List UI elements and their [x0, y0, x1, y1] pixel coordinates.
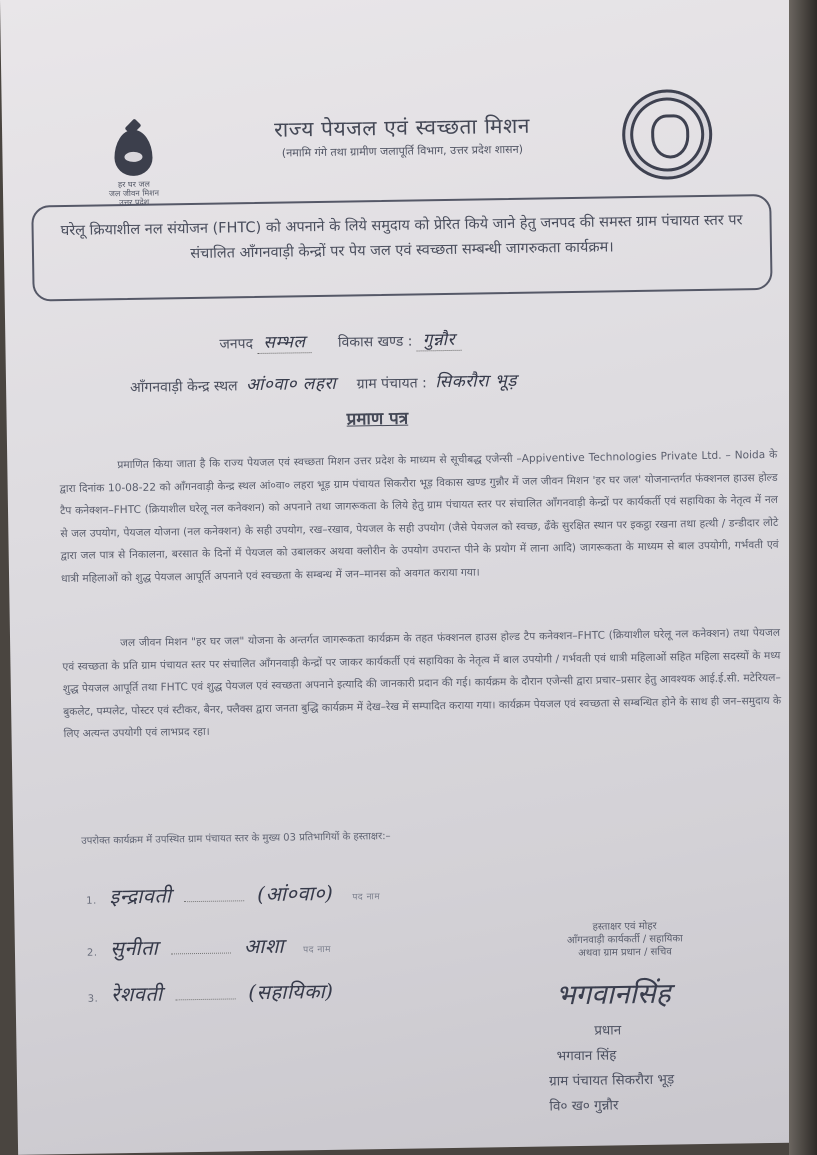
- logo-caption: हर घर जल जल जीवन मिशन उत्तर प्रदेश: [108, 179, 160, 208]
- district-label: जनपद: [219, 336, 254, 353]
- up-govt-seal-icon: [621, 89, 712, 180]
- certificate-paragraph-1: प्रमाणित किया जाता है कि राज्य पेयजल एवं स्वच्छता मिशन उत्तर प्रदेश के माध्यम से सूचीबद्ध एजेन्सी –Appiventive Technologies Private Ltd. – Noida के द्वारा दिनांक 10-08-22 को आँगनवाड़ी केन्द्र स्थल आं०वा० लहरा भूड़ ग्राम पंचायत सिकरौरा भूड़ विकास खण्ड गुन्नौर में जल जीवन मिशन 'हर घर जल' योजनान्तर्गत फंक्शनल हाउस होल्ड टैप कनेक्शन–FHTC (क्रियाशील घरेलू नल कनेक्शन) को अपनाने तथा जागरूकता के लिये हेतु ग्राम पंचायत स्तर पर संचालित आँगनवाड़ी केन्द्रों पर कार्यकर्ती एवं सहायिका के नेतृत्व में नल से जल उपयोग, पेयजल योजना (नल कनेक्शन) के सही उपयोग, रख–रखाव, पेयजल के सही उपयोग (जैसे पेयजल को स्वच्छ, ढँके सुरक्षित स्थान पर इकट्ठा रखना तथा हत्थी / डन्डीदार लोटे द्वारा जल पात्र से निकालना, बरसात के दिनों में पेयजल को उबालकर अथवा क्लोरीन के उपयोग उपरान्त पीने के प्रयोग में लाना आदि) जागरूकता के माध्यम से बाल उपयोगी, गर्भवती एवं धात्री महिलाओं को शुद्ध पेयजल आपूर्ति अपनाने एवं स्वच्छता के सम्बन्ध में जन–मानस को अवगत कराया गया।: [59, 448, 779, 585]
- water-drop-icon: [114, 130, 153, 177]
- stamp-line: वि० ख० गुन्नौर: [549, 1097, 619, 1115]
- pradhan-signature: भगवानसिंह: [555, 976, 671, 1012]
- participant-signature: रेशवती: [110, 981, 163, 1007]
- signatory-caption: हस्ताक्षर एवं मोहर आँगनवाड़ी कार्यकर्ती / सहायिका अथवा ग्राम प्रधान / सचिव: [566, 920, 683, 960]
- role-note: पद नाम: [352, 892, 381, 903]
- participants-intro: उपरोक्त कार्यक्रम में उपस्थित ग्राम पंचायत स्तर के मुख्य 03 प्रतिभागियों के हस्ताक्षर:–: [81, 830, 391, 847]
- district-value: सम्भल: [257, 332, 311, 354]
- district-row: [219, 327, 461, 354]
- dotted-line: [171, 952, 231, 954]
- participant-number: 3.: [87, 993, 99, 1005]
- pradhan-stamp: [548, 1016, 750, 1119]
- role-note: पद नाम: [302, 944, 332, 956]
- center-label: आँगनवाड़ी केन्द्र स्थल: [129, 378, 238, 397]
- participant-role: आशा: [243, 933, 285, 959]
- participant-number: 1.: [86, 895, 97, 907]
- certificate-paragraph-2: जल जीवन मिशन "हर घर जल" योजना के अन्तर्गत जागरूकता कार्यक्रम के तहत फंक्शनल हाउस होल्ड टैप कनेक्शन–FHTC (क्रियाशील घरेलू नल कनेक्शन) तथा पेयजल एवं स्वच्छता के प्रति ग्राम पंचायत स्तर पर संचालित आँगनवाड़ी केन्द्रों पर जाकर कार्यकर्ती एवं सहायिका के नेतृत्व में बाल उपयोगी / गर्भवती एवं धात्री महिलाओं सहित महिला सदस्यों के मध्य शुद्ध पेयजल आपूर्ति तथा FHTC एवं शुद्ध पेयजल एवं स्वच्छता अपनाने इत्यादि की जानकारी प्रदान की गई। कार्यक्रम के दौरान एजेन्सी द्वारा प्रचार–प्रसार हेतु आवश्यक आई.ई.सी. मटेरियल–बुकलेट, पम्पलेट, पोस्टर एवं स्टीकर, बैनर, फ्लैक्स द्वारा जनता बुद्धि कार्यक्रम में देख–रेख में सम्पादित कराया गया। कार्यक्रम पेयजल एवं स्वच्छता से सम्बन्धित होने के साथ ही जन–समुदाय के लिए अत्यन्त उपयोगी एवं लाभप्रद रहा।: [62, 626, 782, 741]
- certificate-heading: प्रमाण पत्र: [346, 408, 409, 430]
- participant-role: (आं०वा०): [257, 880, 334, 907]
- dotted-line: [184, 900, 244, 902]
- dotted-line: [175, 998, 235, 1000]
- participant-role: (सहायिका): [248, 978, 334, 1005]
- stamp-line: ग्राम पंचायत सिकरौरा भूड़: [548, 1071, 675, 1090]
- panchayat-value: सिकरौरा भूड़: [435, 370, 518, 393]
- stamp-line: भगवान सिंह: [556, 1047, 617, 1065]
- participant-row-1: [86, 878, 380, 910]
- participant-signature: सुनीता: [110, 935, 159, 961]
- participant-row-2: [87, 931, 331, 962]
- panchayat-label: ग्राम पंचायत :: [356, 375, 427, 393]
- mission-title: राज्य पेयजल एवं स्वच्छता मिशन: [273, 113, 531, 142]
- mission-subtitle: (नमामि गंगे तथा ग्रामीण जलापूर्ति विभाग, उत्तर प्रदेश शासन): [281, 142, 524, 160]
- participant-signature: इन्द्रावती: [109, 883, 172, 909]
- stamp-line: प्रधान: [594, 1022, 622, 1039]
- block-label: विकास खण्ड :: [337, 333, 413, 351]
- block-value: गुन्नौर: [417, 330, 461, 352]
- seal-emblem-icon: [651, 114, 690, 159]
- center-value: आं०वा० लहरा: [245, 373, 337, 396]
- participant-row-3: [87, 977, 333, 1008]
- center-row: [130, 368, 521, 397]
- program-banner: घरेलू क्रियाशील नल संयोजन (FHTC) को अपनाने के लिये समुदाय को प्रेरित किये जाने हेतु जनपद की समस्त ग्राम पंचायत स्तर पर संचालित आँगनवाड़ी केन्द्रों पर पेय जल एवं स्वच्छता सम्बन्धी जागरुकता कार्यक्रम।: [31, 194, 772, 302]
- participant-number: 2.: [86, 947, 98, 959]
- background-edge: [789, 0, 817, 1155]
